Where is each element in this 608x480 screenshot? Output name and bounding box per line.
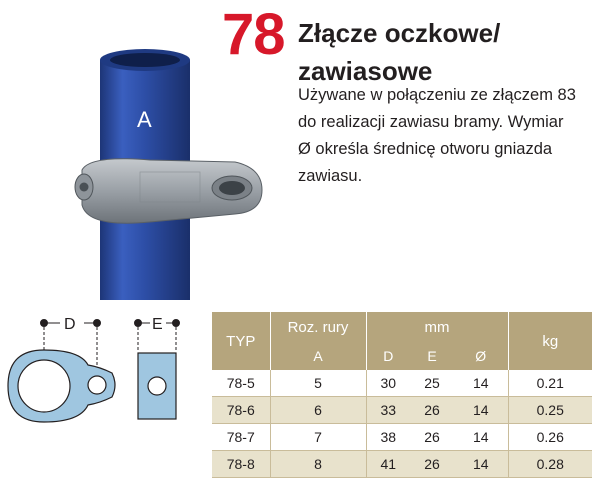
header-typ: TYP (212, 312, 270, 370)
product-title (298, 14, 598, 90)
header-kg: kg (508, 312, 592, 370)
description-line: zawiasu. (298, 167, 363, 185)
header-pipe-size: Roz. rury (270, 312, 366, 342)
table-row (212, 397, 592, 424)
part-top-view (8, 350, 115, 422)
table-row (212, 370, 592, 397)
header-d: D (366, 342, 410, 370)
cell-diameter: 14 (454, 424, 508, 451)
cell-e: 26 (410, 397, 454, 424)
cell-typ: 78-8 (212, 451, 270, 478)
header-mm: mm (366, 312, 508, 342)
title-line-1: Złącze oczkowe/ (298, 18, 501, 48)
product-number: 78 (222, 2, 285, 67)
cell-a: 8 (270, 451, 366, 478)
cell-d: 33 (366, 397, 410, 424)
cell-a: 7 (270, 424, 366, 451)
header-pipe-size-a: A (270, 342, 366, 370)
description-line: Używane w połączeniu ze złączem 83 (298, 86, 576, 104)
cell-typ: 78-7 (212, 424, 270, 451)
cell-a: 5 (270, 370, 366, 397)
dimension-diagram (0, 305, 205, 480)
cell-typ: 78-5 (212, 370, 270, 397)
cell-a: 6 (270, 397, 366, 424)
cell-e: 25 (410, 370, 454, 397)
cell-e: 26 (410, 451, 454, 478)
dim-d-label: D (64, 316, 76, 333)
table-header-row (212, 312, 592, 342)
cell-typ: 78-6 (212, 397, 270, 424)
cell-d: 38 (366, 424, 410, 451)
cell-kg: 0.26 (508, 424, 592, 451)
part-side-view (138, 353, 176, 419)
eye-fitting (75, 159, 262, 223)
dim-e-label: E (152, 316, 163, 333)
title-line-2: zawiasowe (298, 56, 433, 86)
spec-table (212, 312, 592, 478)
table-row (212, 424, 592, 451)
cell-e: 26 (410, 424, 454, 451)
header-diameter: Ø (454, 342, 508, 370)
cell-diameter: 14 (454, 397, 508, 424)
header-e: E (410, 342, 454, 370)
product-description (298, 82, 594, 190)
cell-kg: 0.21 (508, 370, 592, 397)
cell-kg: 0.28 (508, 451, 592, 478)
cell-d: 30 (366, 370, 410, 397)
cell-d: 41 (366, 451, 410, 478)
description-line: do realizacji zawiasu bramy. Wymiar (298, 113, 564, 131)
pipe-label-a: A (137, 107, 152, 132)
table-row (212, 451, 592, 478)
cell-diameter: 14 (454, 451, 508, 478)
cell-diameter: 14 (454, 370, 508, 397)
description-line: Ø określa średnicę otworu gniazda (298, 140, 553, 158)
cell-kg: 0.25 (508, 397, 592, 424)
